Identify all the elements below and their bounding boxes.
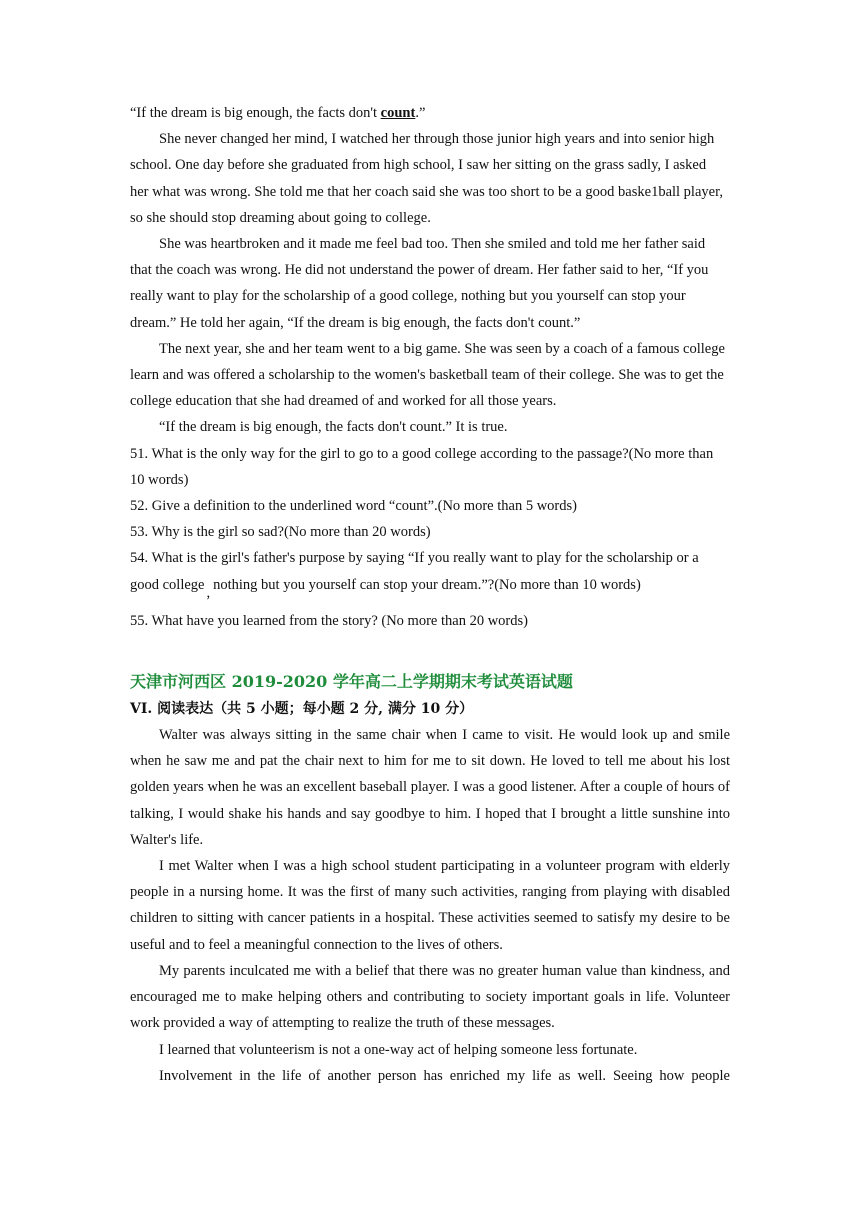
passage2-paragraph-5: Involvement in the life of another person has enriched my life as well. Seeing how people <box>159 1067 730 1084</box>
passage2-paragraph-4: I learned that volunteerism is not a one-way act of helping someone less fortunate. <box>159 1041 638 1058</box>
story-paragraph-1 <box>130 100 730 126</box>
story-paragraph-4: The next year, she and her team went to a big game. She was seen by a coach of a famous college learn and was offered a scholarship to the women's basketball team of their college. She was to get the college education that she had dreamed of and worked for all those years. <box>130 340 725 410</box>
question-54-text-end: nothing but you yourself can stop your dream.”?(No more than 10 words) <box>213 576 641 593</box>
story-text: “If the dream is big enough, the facts don't <box>130 105 381 121</box>
question-52: 52. Give a definition to the underlined word “count”.(No more than 5 words) <box>130 498 577 515</box>
question-55: 55. What have you learned from the story? (No more than 20 words) <box>130 612 528 629</box>
story-text: .” <box>415 105 426 121</box>
passage2-paragraph-3: My parents inculcated me with a belief that there was no greater human value than kindness, and encouraged me to make helping others and contributing to society important goals in life. Volunteer work provided a way of attempting to realize the truth of these messages. <box>130 962 730 1032</box>
question-53: 53. Why is the girl so sad?(No more than 20 words) <box>130 524 431 541</box>
question-51: 51. What is the only way for the girl to go to a good college according to the passage?(No more than 10 words) <box>130 445 714 488</box>
passage2-paragraph-1: Walter was always sitting in the same chair when I came to visit. He would look up and smile when he saw me and pat the chair next to him for me to sit down. He loved to tell me about his lost golden years when he was an excellent baseball player. I was a good listener. After a couple of hours of talking, I would shake his hands and say goodbye to him. I hoped that I brought a little sunshine into Walter's life. <box>130 727 730 848</box>
question-54-comma: , <box>206 584 211 601</box>
underlined-word-count: count <box>380 105 416 121</box>
question-54-text: 54. What is the girl's father's purpose by saying “If you really want to play for the scholarship or a good college <box>130 550 699 593</box>
exam-title: 天津市河西区 2019-2020 学年高二上学期期末考试英语试题 <box>130 672 573 692</box>
story-paragraph-5: “If the dream is big enough, the facts don't count.” It is true. <box>159 419 508 436</box>
question-54 <box>130 545 730 601</box>
passage2-paragraph-2: I met Walter when I was a high school student participating in a volunteer program with elderly people in a nursing home. It was the first of many such activities, ranging from playing with disabled children to sitting with cancer patients in a hospital. These activities seemed to satisfy my desire to be useful and to feel a meaningful connection to the lives of others. <box>130 858 730 953</box>
story-paragraph-3: She was heartbroken and it made me feel bad too. Then she smiled and told me her father said that the coach was wrong. He did not understand the power of dream. Her father said to her, “If you really want to play for the scholarship of a good college, nothing but you yourself can stop your dream.” He told her again, “If the dream is big enough, the facts don't count.” <box>130 236 709 331</box>
section-heading: VI. 阅读表达（共 5 小题；每小题 2 分, 满分 10 分） <box>130 701 474 718</box>
story-paragraph-2: She never changed her mind, I watched her through those junior high years and into senior high school. One day before she graduated from high school, I saw her sitting on the grass sadly, I asked her what was wrong. She told me that her coach said she was too short to be a good baske1ball player, so she should stop dreaming about going to college. <box>130 131 723 226</box>
document-page <box>130 100 730 1089</box>
